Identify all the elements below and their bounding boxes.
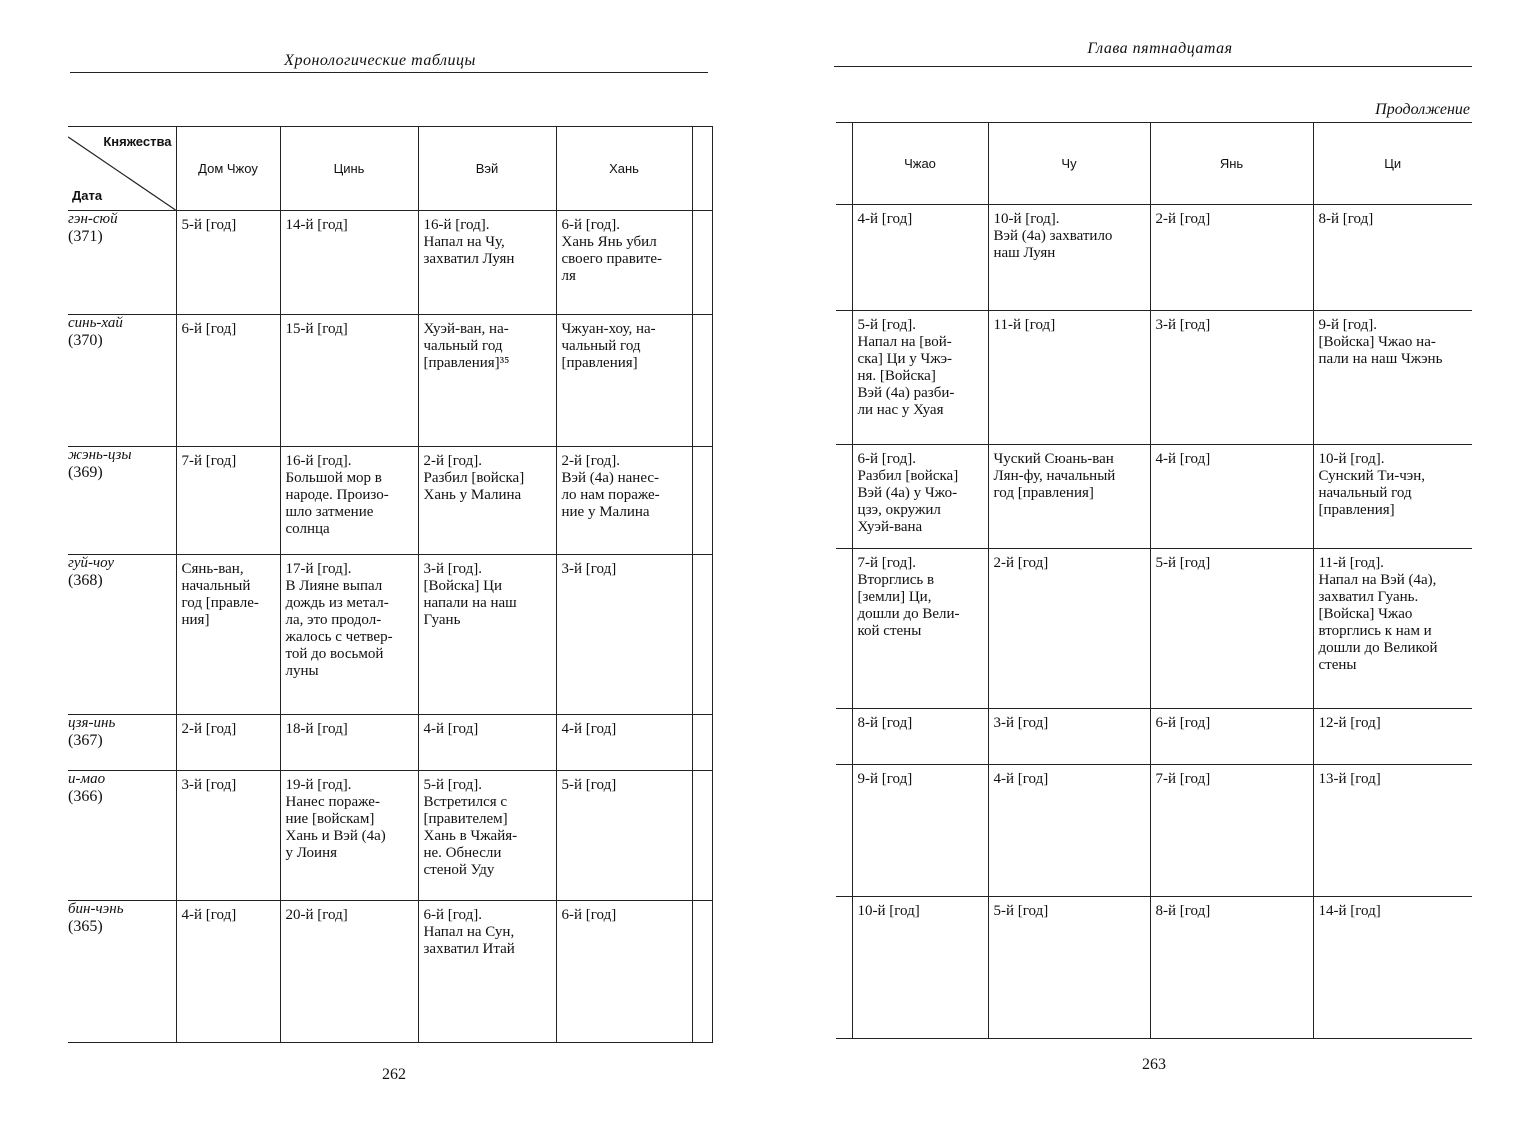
table-row bbox=[68, 771, 712, 901]
table-cell: 5-й [год]. Напал на [вой- ска] Ци у Чжэ- ня. [Войска] Вэй (4а) разби- ли нас у Хуая bbox=[857, 317, 955, 418]
column-header: Чу bbox=[988, 123, 1150, 205]
cyclical-date: гэн-сюй bbox=[68, 211, 118, 227]
column-header: Ци bbox=[1313, 123, 1472, 205]
table-cell: 3-й [год] bbox=[1155, 317, 1211, 333]
table-cell: 9-й [год] bbox=[857, 771, 913, 787]
column-header: Янь bbox=[1150, 123, 1313, 205]
table-cell: 4-й [год] bbox=[993, 771, 1049, 787]
cyclical-date: жэнь-цзы bbox=[68, 447, 132, 463]
table-cell: Хуэй-ван, на- чальный год [правления]³⁵ bbox=[423, 321, 510, 371]
column-header: Хань bbox=[556, 127, 692, 211]
table-cell: 5-й [год] bbox=[993, 903, 1049, 919]
running-header-left: Хронологические таблицы bbox=[284, 52, 476, 69]
spacer-cell bbox=[692, 447, 712, 555]
page-number-left: 262 bbox=[382, 1066, 406, 1083]
table-cell: 3-й [год]. [Войска] Ци напали на наш Гуань bbox=[423, 561, 517, 628]
table-row bbox=[68, 901, 712, 1043]
header-rule-left bbox=[70, 72, 708, 73]
table-row bbox=[836, 311, 1472, 445]
spacer-cell bbox=[692, 315, 712, 447]
table-cell: 5-й [год] bbox=[181, 217, 237, 233]
year-bc: (369) bbox=[68, 464, 103, 481]
spacer-cell bbox=[836, 445, 852, 549]
left-page bbox=[0, 0, 760, 1138]
table-cell: Чуский Сюань-ван Лян-фу, начальный год [правления] bbox=[993, 451, 1116, 501]
table-cell: 10-й [год]. Сунский Ти-чэн, начальный год [правления] bbox=[1318, 451, 1425, 518]
column-header: Чжао bbox=[852, 123, 988, 205]
table-cell: 4-й [год] bbox=[1155, 451, 1211, 467]
table-cell: 8-й [год] bbox=[1318, 211, 1374, 227]
column-spacer bbox=[836, 123, 852, 205]
table-cell: 2-й [год] bbox=[181, 721, 237, 737]
spacer-cell bbox=[692, 211, 712, 315]
header-corner bbox=[68, 127, 176, 211]
table-cell: 16-й [год]. Напал на Чу, захватил Луян bbox=[423, 217, 515, 267]
table-cell: 7-й [год] bbox=[1155, 771, 1211, 787]
table-cell: 4-й [год] bbox=[561, 721, 617, 737]
cyclical-date: гуй-чоу bbox=[68, 555, 115, 571]
spacer-cell bbox=[836, 549, 852, 709]
header-rule-right bbox=[834, 66, 1472, 67]
table-row bbox=[836, 205, 1472, 311]
table-row bbox=[836, 897, 1472, 1039]
table-row bbox=[68, 315, 712, 447]
spacer-cell bbox=[836, 709, 852, 765]
table-cell: 6-й [год]. Хань Янь убил своего правите- ля bbox=[561, 217, 663, 284]
table-cell: 19-й [год]. Нанес пораже- ние [войскам] Хань и Вэй (4а) у Лоиня bbox=[285, 777, 386, 861]
year-bc: (371) bbox=[68, 228, 103, 245]
spacer-cell bbox=[836, 205, 852, 311]
table-row bbox=[836, 549, 1472, 709]
year-bc: (366) bbox=[68, 788, 103, 805]
spacer-cell bbox=[836, 897, 852, 1039]
column-spacer bbox=[692, 127, 712, 211]
spacer-cell bbox=[692, 715, 712, 771]
table-cell: 11-й [год]. Напал на Вэй (4а), захватил Гуань. [Войска] Чжао вторглись к нам и дошли до Великой стены bbox=[1318, 555, 1438, 673]
table-cell: 6-й [год] bbox=[1155, 715, 1211, 731]
table-cell: 6-й [год]. Разбил [войска] Вэй (4а) у Чжо- цзэ, окружил Хуэй-вана bbox=[857, 451, 959, 535]
right-page bbox=[760, 0, 1522, 1138]
spacer-cell bbox=[836, 311, 852, 445]
cyclical-date: синь-хай bbox=[68, 315, 123, 331]
table-cell: 14-й [год] bbox=[285, 217, 348, 233]
table-cell: 6-й [год] bbox=[561, 907, 617, 923]
table-row bbox=[836, 709, 1472, 765]
table-row bbox=[68, 211, 712, 315]
table-cell: 2-й [год] bbox=[993, 555, 1049, 571]
table-cell: 18-й [год] bbox=[285, 721, 348, 737]
table-cell: 3-й [год] bbox=[181, 777, 237, 793]
table-cell: 5-й [год]. Встретился с [правителем] Хань в Чжайя- не. Обнесли стеной Уду bbox=[423, 777, 518, 878]
chronology-table-left bbox=[68, 126, 713, 1043]
column-header: Цинь bbox=[280, 127, 418, 211]
table-cell: 17-й [год]. В Лияне выпал дождь из метал- ла, это продол- жалось с четвер- той до восьмой луны bbox=[285, 561, 393, 679]
year-bc: (368) bbox=[68, 572, 103, 589]
date-cell bbox=[68, 447, 176, 555]
table-row bbox=[836, 765, 1472, 897]
table-cell: 9-й [год]. [Войска] Чжао на- пали на наш Чжэнь bbox=[1318, 317, 1443, 367]
spacer-cell bbox=[692, 555, 712, 715]
table-cell: 5-й [год] bbox=[1155, 555, 1211, 571]
cyclical-date: цзя-инь bbox=[68, 715, 116, 731]
table-cell: 4-й [год] bbox=[423, 721, 479, 737]
date-cell bbox=[68, 771, 176, 901]
table-cell: 14-й [год] bbox=[1318, 903, 1381, 919]
year-bc: (365) bbox=[68, 918, 103, 935]
table-cell: 16-й [год]. Большой мор в народе. Произо- шло затмение солнца bbox=[285, 453, 389, 537]
table-cell: Чжуан-хоу, на- чальный год [правления] bbox=[561, 321, 656, 371]
table-cell: Сянь-ван, начальный год [правле- ния] bbox=[181, 561, 259, 628]
table-cell: 4-й [год] bbox=[857, 211, 913, 227]
table-cell: 5-й [год] bbox=[561, 777, 617, 793]
table-cell: 7-й [год] bbox=[181, 453, 237, 469]
cyclical-date: и-мао bbox=[68, 771, 106, 787]
corner-label-principalities: Княжества bbox=[103, 134, 172, 149]
table-cell: 6-й [год]. Напал на Сун, захватил Итай bbox=[423, 907, 515, 957]
running-header-right: Глава пятнадцатая bbox=[1087, 40, 1233, 57]
table-cell: 8-й [год] bbox=[857, 715, 913, 731]
table-cell: 13-й [год] bbox=[1318, 771, 1381, 787]
table-cell: 7-й [год]. Вторглись в [земли] Ци, дошли до Вели- кой стены bbox=[857, 555, 960, 639]
table-cell: 3-й [год] bbox=[993, 715, 1049, 731]
spacer-cell bbox=[692, 771, 712, 901]
table-cell: 15-й [год] bbox=[285, 321, 348, 337]
table-cell: 4-й [год] bbox=[181, 907, 237, 923]
corner-label-date: Дата bbox=[72, 188, 103, 203]
page-number-right: 263 bbox=[1142, 1056, 1166, 1073]
table-cell: 2-й [год]. Вэй (4а) нанес- ло нам пораже- ние у Малина bbox=[561, 453, 660, 520]
date-cell bbox=[68, 555, 176, 715]
chronology-table-right bbox=[836, 122, 1472, 1039]
date-cell bbox=[68, 211, 176, 315]
column-header: Дом Чжоу bbox=[176, 127, 280, 211]
table-cell: 2-й [год]. Разбил [войска] Хань у Малина bbox=[423, 453, 525, 503]
table-row bbox=[836, 445, 1472, 549]
date-cell bbox=[68, 901, 176, 1043]
date-cell bbox=[68, 715, 176, 771]
year-bc: (367) bbox=[68, 732, 103, 749]
date-cell bbox=[68, 315, 176, 447]
column-header: Вэй bbox=[418, 127, 556, 211]
table-row bbox=[68, 555, 712, 715]
table-row bbox=[68, 715, 712, 771]
continuation-label: Продолжение bbox=[1375, 101, 1470, 118]
year-bc: (370) bbox=[68, 332, 103, 349]
spacer-cell bbox=[836, 765, 852, 897]
table-row bbox=[68, 447, 712, 555]
table-cell: 10-й [год] bbox=[857, 903, 920, 919]
table-cell: 3-й [год] bbox=[561, 561, 617, 577]
table-cell: 8-й [год] bbox=[1155, 903, 1211, 919]
spacer-cell bbox=[692, 901, 712, 1043]
table-cell: 6-й [год] bbox=[181, 321, 237, 337]
table-cell: 20-й [год] bbox=[285, 907, 348, 923]
table-cell: 12-й [год] bbox=[1318, 715, 1381, 731]
table-cell: 11-й [год] bbox=[993, 317, 1056, 333]
table-cell: 10-й [год]. Вэй (4а) захватило наш Луян bbox=[993, 211, 1113, 261]
cyclical-date: бин-чэнь bbox=[68, 901, 124, 917]
table-cell: 2-й [год] bbox=[1155, 211, 1211, 227]
